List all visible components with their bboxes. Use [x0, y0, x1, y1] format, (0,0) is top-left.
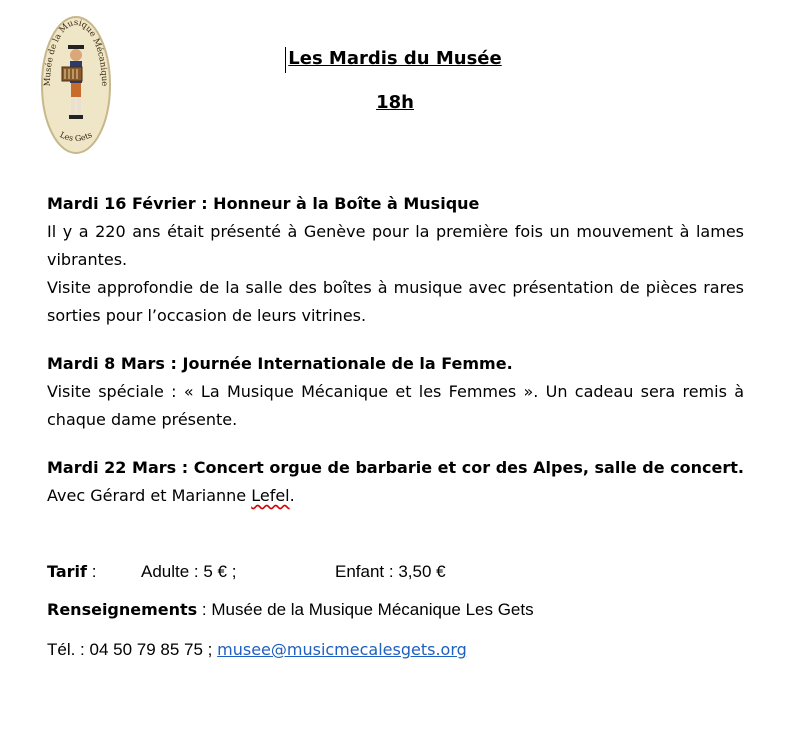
page-title: Les Mardis du Musée — [288, 48, 502, 69]
info-label: Renseignements — [47, 600, 198, 619]
event-paragraph — [47, 190, 744, 330]
email-link[interactable]: musee@musicmecalesgets.org — [217, 640, 467, 659]
event-time: 18h — [376, 92, 414, 113]
tarif-label: Tarif — [47, 562, 87, 581]
info-line — [47, 600, 534, 620]
event-text-end: . — [289, 486, 295, 505]
event-paragraph — [47, 350, 744, 434]
tarif-separator: : — [86, 562, 97, 581]
museum-logo — [40, 15, 112, 155]
child-price: Enfant : 3,50 € — [335, 562, 446, 581]
event-heading: Mardi 16 Février : Honneur à la Boîte à Musique — [47, 194, 480, 213]
event-text: Il y a 220 ans était présenté à Genève pour la première fois un mouvement à lames vibrantes. — [47, 222, 744, 269]
tarif-line — [47, 562, 747, 582]
adult-price: Adulte : 5 € ; — [141, 562, 237, 581]
event-paragraph — [47, 454, 744, 510]
logo-arc-text: Musée de la Musique Mécanique — [42, 17, 110, 87]
event-text: Avec Gérard et Marianne — [47, 486, 252, 505]
phone-text: Tél. : 04 50 79 85 75 ; — [47, 640, 218, 659]
event-heading: Mardi 22 Mars : Concert orgue de barbarie et cor des Alpes, salle de concert. — [47, 458, 744, 477]
contact-line — [47, 640, 467, 660]
event-text: Visite approfondie de la salle des boîtes à musique avec présentation de pièces rares sorties pour l’occasion de leurs vitrines. — [47, 278, 744, 325]
event-heading: Mardi 8 Mars : Journée Internationale de la Femme. — [47, 354, 513, 373]
misspelled-word[interactable]: Lefel — [251, 486, 290, 505]
logo-bottom-text: Les Gets — [58, 130, 94, 144]
event-text: Visite spéciale : « La Musique Mécanique et les Femmes ». Un cadeau sera remis à chaque dame présente. — [47, 382, 744, 429]
info-text: : Musée de la Musique Mécanique Les Gets — [197, 600, 534, 619]
